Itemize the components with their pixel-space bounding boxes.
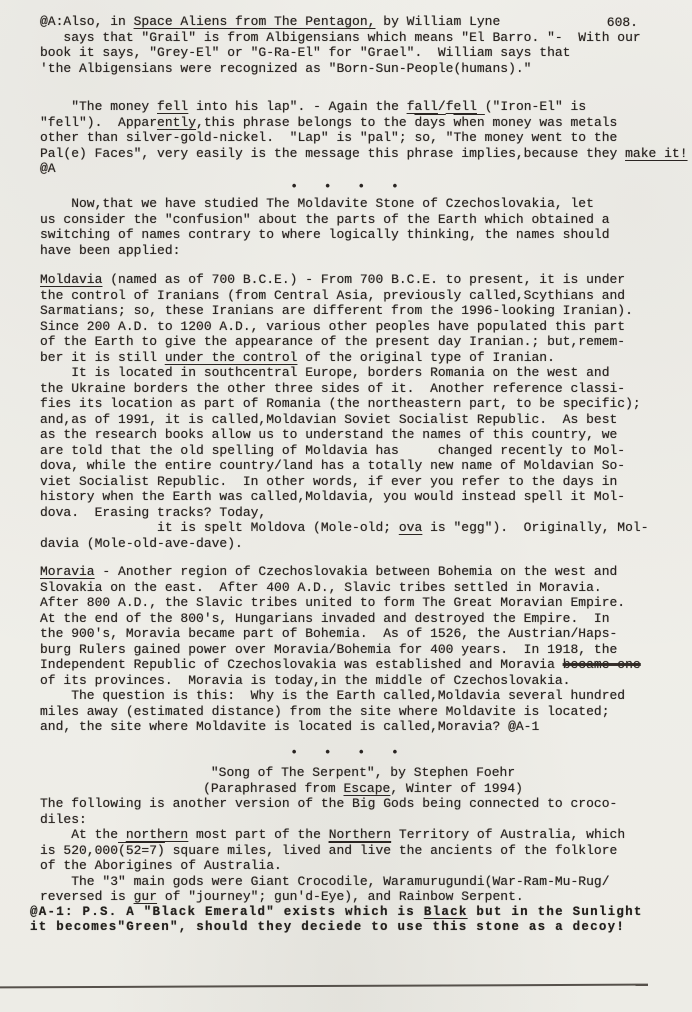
text-segment: "fell"). Appar bbox=[40, 114, 158, 130]
text-line bbox=[40, 227, 658, 243]
text-segment: The question is this: Why is the Earth called,Moldavia several hundred bbox=[40, 688, 626, 703]
text-segment: Northern bbox=[328, 827, 392, 842]
text-segment: Sarmatians; so, these Iranians are different from the 1996-looking Iranian). bbox=[40, 303, 633, 318]
text-line bbox=[40, 145, 688, 162]
text-segment: it becomes"Green", should they deciede to use this stone as a decoy! bbox=[30, 919, 626, 934]
text-line bbox=[40, 536, 658, 552]
text-line bbox=[40, 14, 658, 30]
text-line bbox=[30, 920, 658, 935]
text-line bbox=[40, 673, 658, 689]
text-segment: 'the Albigensians were recognized as "Born-Sun-People(humans)." bbox=[40, 60, 532, 76]
separator-dots-2: • • • • bbox=[290, 744, 408, 760]
document-content bbox=[30, 14, 688, 935]
text-line bbox=[40, 30, 658, 46]
text-line bbox=[40, 427, 658, 443]
text-line bbox=[40, 381, 658, 397]
text-line bbox=[40, 243, 658, 259]
text-segment: dova. Erasing tracks? Today, bbox=[40, 504, 267, 520]
text-line bbox=[54, 765, 672, 781]
text-segment: northern bbox=[125, 827, 189, 842]
text-line bbox=[40, 564, 658, 580]
text-segment: of the Aborigines of Australia. bbox=[40, 858, 282, 873]
text-line bbox=[40, 858, 658, 874]
text-segment: @A-1: P.S. A "Black Emerald" exists which is bbox=[30, 904, 424, 919]
text-segment: The "3" main gods were Giant Crocodile, Waramurugundi(War-Ram-Mu-Rug/ bbox=[40, 873, 610, 889]
text-line bbox=[40, 595, 658, 611]
text-line bbox=[40, 396, 658, 412]
paragraph-moldavia bbox=[40, 272, 658, 551]
text-line bbox=[40, 130, 658, 146]
text-line bbox=[40, 115, 658, 131]
text-segment: At the end of the 800's, Hungarians invaded and destroyed the Empire. In bbox=[40, 610, 610, 626]
text-segment: The following is another version of the Big Gods being connected to croco- bbox=[40, 796, 618, 811]
text-line bbox=[40, 489, 658, 505]
text-segment: diles: bbox=[40, 811, 87, 827]
text-segment: fell bbox=[157, 99, 189, 114]
text-line bbox=[40, 61, 658, 77]
text-segment: Space Aliens from The Pentagon, bbox=[133, 14, 376, 29]
text-segment: have been applied: bbox=[40, 242, 181, 258]
text-line bbox=[40, 874, 658, 890]
text-line bbox=[40, 812, 658, 828]
paragraph-moravia bbox=[40, 564, 658, 735]
text-line bbox=[40, 611, 658, 627]
text-line bbox=[40, 458, 658, 474]
text-segment: "Song of The Serpent", by Stephen Foehr bbox=[210, 765, 516, 780]
text-line bbox=[54, 781, 672, 797]
text-segment: most part of the bbox=[188, 827, 329, 842]
text-segment: burg Rulers gained power over Moravia/Bohemia for 400 years. In 1918, the bbox=[40, 641, 618, 657]
text-segment: viet Socialist Republic. In other words, if ever you refer to the days in bbox=[40, 473, 618, 489]
text-segment: Territory of Australia, which bbox=[391, 827, 626, 842]
text-segment: It is located in southcentral Europe, borders Romania on the west and bbox=[40, 365, 610, 380]
text-segment: fall bbox=[406, 99, 438, 114]
text-line bbox=[40, 350, 658, 366]
text-line bbox=[40, 196, 658, 212]
text-line bbox=[40, 45, 658, 61]
text-line bbox=[40, 334, 658, 350]
text-line bbox=[40, 580, 658, 596]
text-segment: davia (Mole-old-ave-dave). bbox=[40, 535, 243, 551]
text-segment: (named as of 700 B.C.E.) - From 700 B.C.E. to present, it is under bbox=[102, 272, 626, 287]
text-line bbox=[40, 443, 658, 459]
text-line bbox=[40, 474, 658, 490]
text-segment: of the Earth to give the appearance of the present day Iranian.; but,remem- bbox=[40, 334, 626, 349]
text-segment: miles away (estimated distance) from the site where Moldavite is located; bbox=[40, 703, 610, 719]
text-segment: @A bbox=[40, 161, 56, 176]
text-segment: Moravia bbox=[40, 564, 95, 579]
text-segment: Slovakia on the east. After 400 A.D., Slavic tribes settled in Moravia. bbox=[40, 579, 602, 595]
text-segment: "The money bbox=[40, 99, 158, 114]
text-line bbox=[40, 319, 658, 335]
text-line bbox=[40, 688, 658, 704]
text-segment: book it says, "Grey-El" or "G-Ra-El" for "Grael". William says that bbox=[40, 45, 571, 60]
text-line bbox=[40, 657, 658, 673]
text-segment: and live bbox=[328, 842, 392, 858]
text-segment: ently bbox=[157, 114, 197, 130]
text-segment: but in the Sunlight bbox=[467, 904, 643, 919]
text-segment: under the control bbox=[164, 349, 298, 365]
text-segment: the ancients of the folklore bbox=[391, 842, 618, 858]
text-segment: Independent Republic of Czechoslovakia was established and Moravia bbox=[40, 657, 563, 672]
text-segment: @A:Also, in bbox=[40, 14, 134, 29]
text-line bbox=[40, 796, 658, 812]
text-line bbox=[40, 719, 658, 735]
text-segment: switching of names contrary to where logically thinking, the names should bbox=[40, 227, 610, 242]
text-segment: by William Lyne bbox=[375, 14, 501, 29]
text-segment: into his lap". - Again the bbox=[188, 99, 407, 114]
text-segment: as the research books allow us to understand the names of this country, we bbox=[40, 427, 618, 442]
text-segment: make it! bbox=[625, 145, 688, 161]
text-segment: After 800 A.D., the Slavic tribes united to form The Great Moravian Empire. bbox=[40, 595, 626, 610]
text-segment: days bbox=[414, 114, 446, 130]
text-segment: ("Iron-El" is bbox=[476, 99, 587, 114]
text-segment: is "egg"). Originally, Mol- bbox=[422, 520, 649, 535]
text-segment: of the original type of Iranian. bbox=[297, 349, 555, 365]
text-line bbox=[40, 212, 658, 228]
text-line bbox=[40, 412, 658, 428]
text-segment: ,this phrase belongs to the bbox=[196, 114, 415, 130]
text-segment: other than silver-gold-nickel. "Lap" is "pal"; so, "The money went to the bbox=[40, 130, 618, 145]
paragraph-space-aliens bbox=[40, 14, 658, 76]
text-segment: (Paraphrased from bbox=[203, 780, 344, 796]
paragraph-big-gods bbox=[40, 796, 658, 905]
text-segment: and,as of 1991, it is called,Moldavian Soviet Socialist Republic. As best bbox=[40, 411, 618, 427]
text-segment: became one bbox=[562, 657, 641, 672]
text-line bbox=[40, 365, 658, 381]
text-segment: of its provinces. Moravia is today,in the middle of Czechoslovakia. bbox=[40, 672, 571, 688]
text-line bbox=[40, 161, 658, 177]
bottom-rule bbox=[0, 984, 648, 989]
paragraph-confusion bbox=[40, 196, 658, 258]
text-line bbox=[40, 99, 658, 115]
text-segment: square miles, lived bbox=[164, 842, 329, 858]
paragraph-black-emerald-ps bbox=[30, 905, 658, 935]
text-segment: dova, while the entire country/land has a totally new name of Moldavian So- bbox=[40, 458, 626, 473]
paragraph-money-fell bbox=[40, 99, 688, 177]
text-segment: it is spelt Moldova (Mole-old; bbox=[40, 520, 399, 535]
text-segment: money was metals bbox=[484, 114, 618, 130]
text-segment: of "journey"; gun'd-Eye), and Rainbow Serpent. bbox=[157, 889, 524, 904]
text-segment: (52=7) bbox=[118, 842, 165, 858]
text-line bbox=[30, 905, 658, 920]
text-line bbox=[40, 827, 658, 843]
text-segment: are told that the old spelling of Moldavia has changed recently to Mol- bbox=[40, 442, 626, 458]
text-segment: fies its location as part of Romania (the northeastern part, to be specific); bbox=[40, 396, 641, 411]
text-segment: Escape bbox=[343, 780, 391, 796]
text-line bbox=[40, 642, 658, 658]
text-segment: the control of Iranians (from Central Asia, previously called,Scythians and bbox=[40, 287, 626, 303]
text-segment: gur bbox=[133, 889, 158, 904]
text-line bbox=[40, 520, 658, 536]
text-segment: ova bbox=[398, 520, 423, 535]
heading-song-of-serpent bbox=[54, 765, 672, 796]
text-segment: is 520,000 bbox=[40, 842, 119, 858]
text-segment: Now,that we have studied The Moldavite Stone of Czechoslovakia, let bbox=[40, 196, 594, 211]
text-line bbox=[40, 843, 658, 859]
text-segment: ber it is still bbox=[40, 349, 165, 365]
text-segment: / bbox=[437, 99, 446, 114]
text-line bbox=[40, 704, 658, 720]
page-number: 608. bbox=[606, 15, 638, 30]
text-line bbox=[40, 288, 658, 304]
text-segment: the Ukraine borders the other three sides of it. Another reference classi- bbox=[40, 380, 626, 396]
separator-dots-1: • • • • bbox=[290, 178, 408, 194]
text-segment: reversed is bbox=[40, 889, 134, 904]
text-line bbox=[40, 889, 658, 905]
text-line bbox=[40, 505, 658, 521]
text-segment: us consider the "confusion" about the parts of the Earth which obtained a bbox=[40, 211, 610, 227]
text-line bbox=[40, 303, 658, 319]
text-segment: Moldavia bbox=[40, 272, 103, 287]
text-line bbox=[40, 272, 658, 288]
text-segment: when bbox=[453, 114, 485, 130]
text-segment: the 900's, Moravia became part of Bohemia. As of 1526, the Austrian/Haps- bbox=[40, 626, 618, 641]
text-segment bbox=[446, 115, 454, 130]
text-segment: - Another region of Czechoslovakia between Bohemia on the west and bbox=[94, 564, 618, 579]
text-segment: fell bbox=[445, 99, 477, 114]
text-segment: , Winter of 1994) bbox=[390, 780, 523, 796]
text-segment: Pal(e) Faces", very easily is the message this phrase implies,because they bbox=[40, 145, 626, 161]
text-segment: and, the site where Moldavite is located is called,Moravia? @A-1 bbox=[40, 719, 540, 734]
text-segment: Since 200 A.D. to 1200 A.D., various other peoples have populated this part bbox=[40, 318, 626, 334]
text-segment: history when the Earth was called,Moldavia, you would instead spell it Mol- bbox=[40, 489, 626, 504]
text-line bbox=[40, 626, 658, 642]
text-segment: Black bbox=[423, 904, 468, 919]
text-segment: says that "Grail" is from Albigensians which means "El Barro. "- With our bbox=[40, 29, 641, 45]
text-segment: At the bbox=[40, 827, 126, 842]
